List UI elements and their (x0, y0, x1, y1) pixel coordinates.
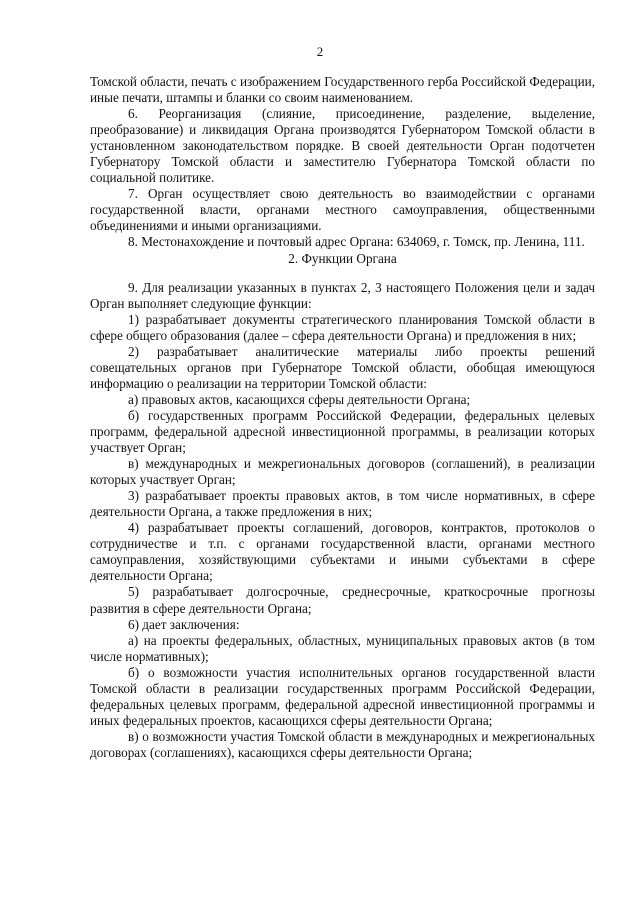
list-item-5: 5) разрабатывает долгосрочные, среднесрочные, краткосрочные прогнозы развития в сфере деятельности Органа; (90, 584, 595, 616)
section-heading: 2. Функции Органа (288, 250, 397, 266)
paragraph-continuation: Томской области, печать с изображением Государственного герба Российской Федерации, иные печати, штампы и бланки со своим наименованием. (90, 74, 595, 106)
list-item-4: 4) разрабатывает проекты соглашений, договоров, контрактов, протоколов о сотрудничестве и т.п. с органами государственной власти, органами местного самоуправления, хозяйствующими субъектами и иными субъектами в сфере деятельности Органа; (90, 520, 595, 584)
list-item-6a: а) на проекты федеральных, областных, муниципальных правовых актов (в том числе нормативных); (90, 632, 595, 664)
list-item-1: 1) разрабатывает документы стратегического планирования Томской области в сфере общего образования (далее – сфера деятельности Органа) и предложения в них; (90, 311, 595, 343)
list-item-2: 2) разрабатывает аналитические материалы либо проекты решений совещательных органов при Губернаторе Томской области, обобщая имеющуюся информацию о реализации на территории Томской области: (90, 343, 595, 391)
page-number: 2 (316, 44, 324, 59)
list-item-2c: в) международных и межрегиональных договоров (соглашений), в реализации которых участвует Орган; (90, 456, 595, 488)
list-item-6b: б) о возможности участия исполнительных органов государственной власти Томской области в реализации государственных программ Российской Федерации, федеральных целевых программ, федеральной адресной инвестиционной программы и иных федеральных проектов, касающихся сферы деятельности Органа; (90, 664, 595, 728)
paragraph-9: 9. Для реализации указанных в пунктах 2, 3 настоящего Положения цели и задач Орган выполняет следующие функции: (90, 279, 595, 311)
list-item-6: 6) дает заключения: (128, 616, 240, 632)
list-item-6c: в) о возможности участия Томской области в международных и межрегиональных договорах (соглашениях), касающихся сферы деятельности Органа; (90, 728, 595, 760)
document-body (90, 74, 595, 761)
paragraph-6: 6. Реорганизация (слияние, присоединение, разделение, выделение, преобразование) и ликвидация Органа производятся Губернатором Томской области в установленном законодательством порядке. В своей деятельности Орган подотчетен Губернатору Томской области и заместителю Губернатора Томской области по социальной политике. (90, 106, 595, 186)
list-item-3: 3) разрабатывает проекты правовых актов, в том числе нормативных, в сфере деятельности Органа, а также предложения в них; (90, 488, 595, 520)
paragraph-7: 7. Орган осуществляет свою деятельность во взаимодействии с органами государственной власти, органами местного самоуправления, общественными объединениями и иными организациями. (90, 186, 595, 234)
list-item-2b: б) государственных программ Российской Федерации, федеральных целевых программ, федеральной адресной инвестиционной программы, в реализации которых участвует Орган; (90, 407, 595, 456)
list-item-2a: а) правовых актов, касающихся сферы деятельности Органа; (128, 391, 471, 407)
heading-spacer (90, 267, 595, 280)
paragraph-8: 8. Местонахождение и почтовый адрес Органа: 634069, г. Томск, пр. Ленина, 111. (128, 234, 585, 250)
